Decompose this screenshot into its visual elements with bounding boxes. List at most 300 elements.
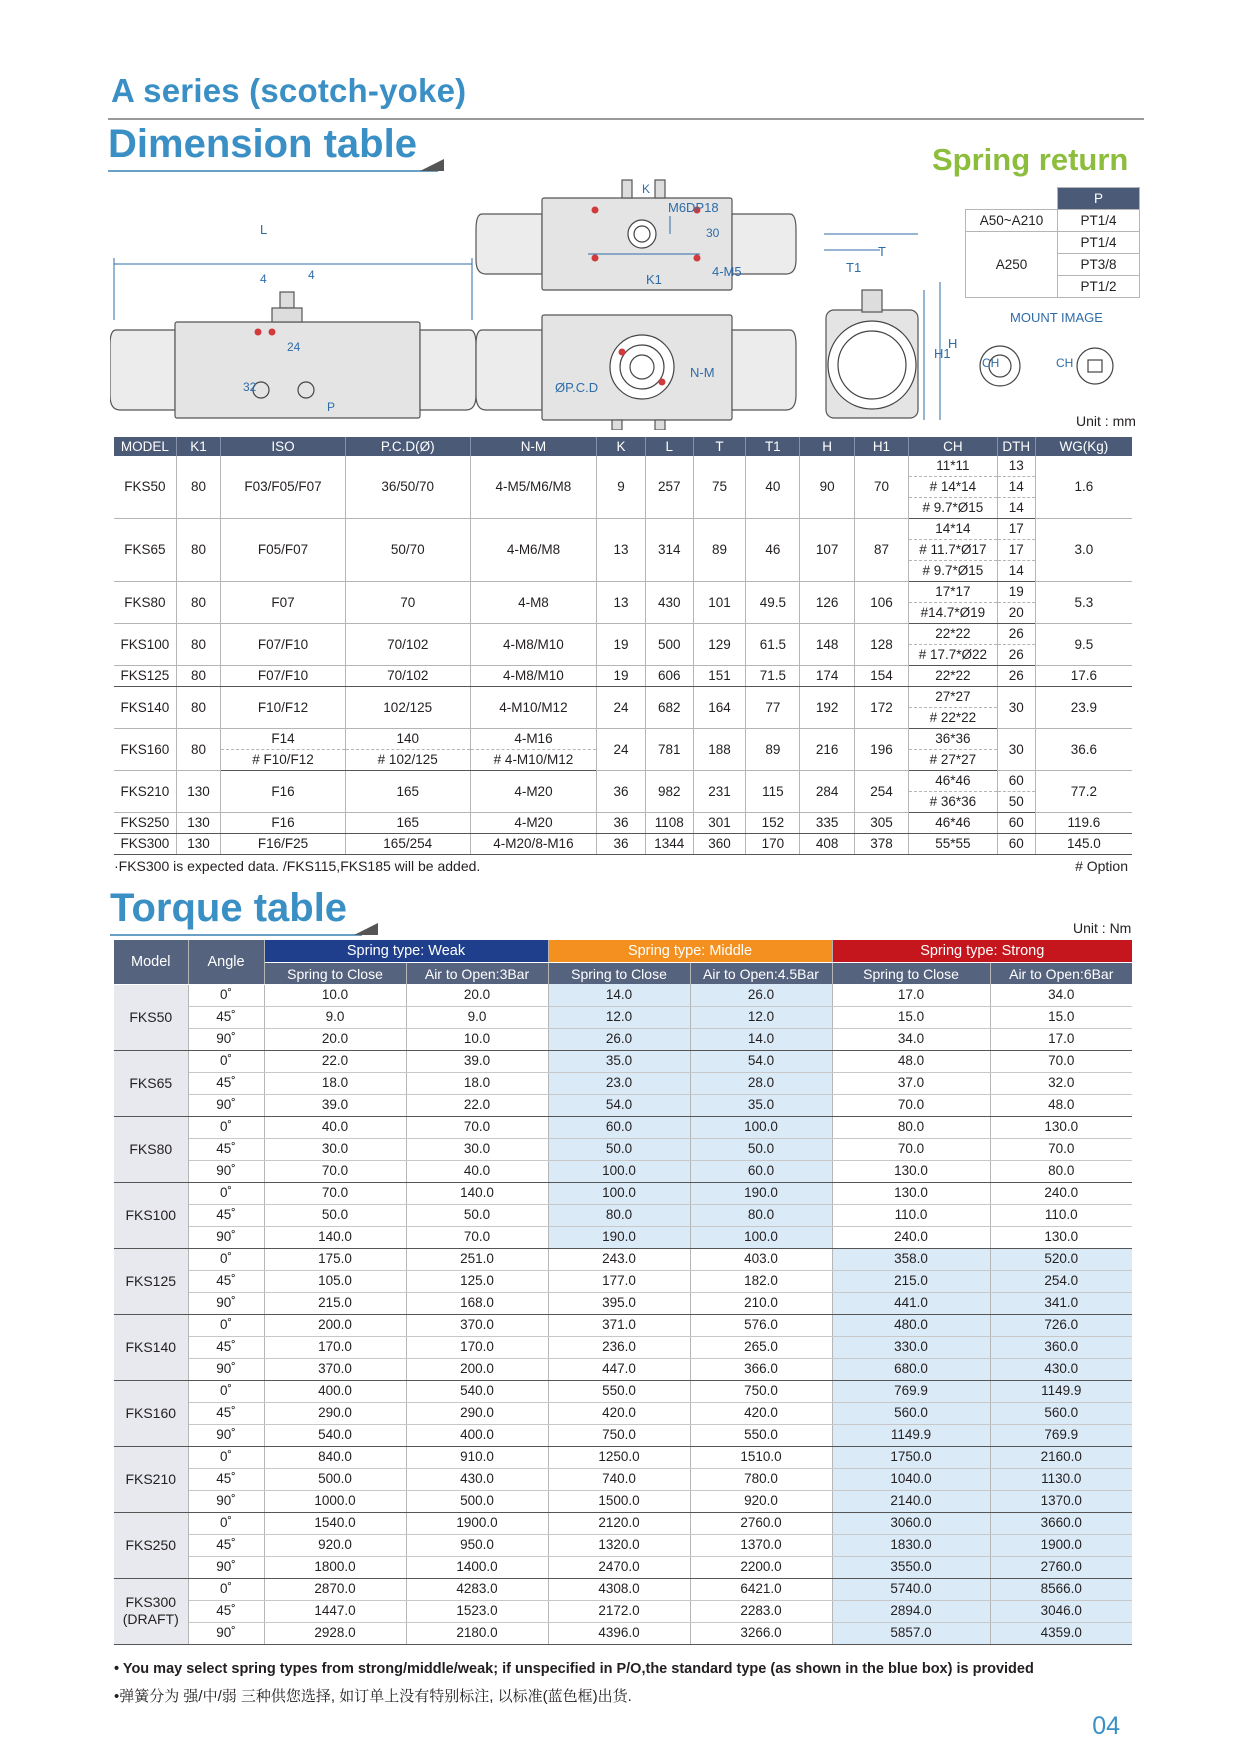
torque-value-cell: 100.0 (690, 1226, 832, 1248)
torque-value-cell: 48.0 (990, 1094, 1132, 1116)
t1-cell: 170 (746, 834, 800, 855)
port-value: PT1/2 (1058, 276, 1140, 298)
torque-sub-header: Spring to Close (548, 963, 690, 985)
torque-row (114, 1050, 1132, 1072)
t-cell: 301 (693, 813, 745, 834)
torque-angle-cell: 45˚ (188, 1600, 264, 1622)
page-number: 04 (1092, 1712, 1120, 1740)
k1-cell: 130 (176, 771, 220, 813)
dth-cell: 26 (997, 666, 1035, 687)
l-cell: 606 (645, 666, 693, 687)
t1-cell: 152 (746, 813, 800, 834)
torque-row (114, 1314, 1132, 1336)
t-cell: 129 (693, 624, 745, 666)
torque-angle-cell: 90˚ (188, 1226, 264, 1248)
torque-value-cell: 190.0 (548, 1226, 690, 1248)
l-cell: 1344 (645, 834, 693, 855)
torque-value-cell: 14.0 (548, 984, 690, 1006)
torque-angle-cell: 0˚ (188, 1380, 264, 1402)
k1-cell: 80 (176, 666, 220, 687)
torque-row (114, 1446, 1132, 1468)
iso-cell: F07 (221, 582, 346, 624)
torque-value-cell: 140.0 (264, 1226, 406, 1248)
iso-cell: F05/F07 (221, 519, 346, 582)
weight-cell: 1.6 (1035, 456, 1132, 519)
ch-cell: # 9.7*Ø15 (909, 498, 998, 519)
dimension-column-header: CH (909, 437, 998, 456)
label-24: 24 (287, 340, 301, 354)
torque-row (114, 1600, 1132, 1622)
top-divider (108, 118, 1144, 120)
l-cell: 257 (645, 456, 693, 519)
weight-cell: 119.6 (1035, 813, 1132, 834)
torque-angle-cell: 0˚ (188, 1446, 264, 1468)
torque-value-cell: 400.0 (264, 1380, 406, 1402)
nm-cell: 4-M16 (470, 729, 597, 750)
h1-cell: 87 (854, 519, 908, 582)
port-table (965, 187, 1140, 298)
t1-cell: 40 (746, 456, 800, 519)
torque-row (114, 1226, 1132, 1248)
torque-value-cell: 10.0 (406, 1028, 548, 1050)
dimension-column-header: DTH (997, 437, 1035, 456)
h1-cell: 70 (854, 456, 908, 519)
label-t: T (878, 244, 886, 259)
dimension-row (114, 456, 1132, 477)
torque-row (114, 1358, 1132, 1380)
torque-value-cell: 140.0 (406, 1182, 548, 1204)
ch-cell: # 17.7*Ø22 (909, 645, 998, 666)
torque-value-cell: 9.0 (264, 1006, 406, 1028)
torque-angle-cell: 90˚ (188, 1556, 264, 1578)
nm-cell: 4-M20 (470, 813, 597, 834)
torque-angle-cell: 45˚ (188, 1270, 264, 1292)
t1-cell: 77 (746, 687, 800, 729)
dimension-title: Dimension table (108, 122, 417, 166)
ch-cell: 55*55 (909, 834, 998, 855)
k-cell: 36 (597, 834, 645, 855)
ch-cell: # 9.7*Ø15 (909, 561, 998, 582)
model-cell: FKS210 (114, 771, 176, 813)
pcd-cell: 165/254 (345, 834, 470, 855)
torque-value-cell: 950.0 (406, 1534, 548, 1556)
nm-cell: 4-M20/8-M16 (470, 834, 597, 855)
torque-unit: Unit : Nm (1073, 920, 1132, 936)
port-header: P (1058, 188, 1140, 210)
torque-value-cell: 70.0 (990, 1138, 1132, 1160)
k-cell: 13 (597, 582, 645, 624)
torque-value-cell: 240.0 (832, 1226, 990, 1248)
torque-value-cell: 1750.0 (832, 1446, 990, 1468)
torque-value-cell: 70.0 (406, 1226, 548, 1248)
torque-value-cell: 70.0 (264, 1182, 406, 1204)
torque-angle-cell: 90˚ (188, 1094, 264, 1116)
torque-value-cell: 910.0 (406, 1446, 548, 1468)
torque-value-cell: 130.0 (990, 1116, 1132, 1138)
nm-cell: 4-M8/M10 (470, 666, 597, 687)
torque-model-cell: FKS300 (DRAFT) (114, 1578, 188, 1644)
dth-cell: 14 (997, 561, 1035, 582)
label-4a: 4 (260, 272, 267, 286)
torque-value-cell: 2120.0 (548, 1512, 690, 1534)
pcd-cell: 70/102 (345, 666, 470, 687)
torque-value-cell: 80.0 (548, 1204, 690, 1226)
torque-value-cell: 430.0 (990, 1358, 1132, 1380)
torque-value-cell: 3060.0 (832, 1512, 990, 1534)
torque-value-cell: 22.0 (264, 1050, 406, 1072)
torque-value-cell: 175.0 (264, 1248, 406, 1270)
h1-cell: 106 (854, 582, 908, 624)
t1-cell: 49.5 (746, 582, 800, 624)
dimension-row (114, 729, 1132, 750)
torque-value-cell: 371.0 (548, 1314, 690, 1336)
dth-cell: 26 (997, 624, 1035, 645)
ch-cell: 14*14 (909, 519, 998, 540)
spring-type-header: Spring type: Strong (832, 940, 1132, 963)
torque-angle-cell: 45˚ (188, 1534, 264, 1556)
model-cell: FKS80 (114, 582, 176, 624)
spring-return-label: Spring return (932, 142, 1129, 177)
pcd-cell: 70/102 (345, 624, 470, 666)
torque-value-cell: 37.0 (832, 1072, 990, 1094)
h1-cell: 254 (854, 771, 908, 813)
spring-type-header: Spring type: Weak (264, 940, 548, 963)
torque-value-cell: 34.0 (832, 1028, 990, 1050)
torque-value-cell: 920.0 (264, 1534, 406, 1556)
model-cell: FKS100 (114, 624, 176, 666)
ch-cell: # 22*22 (909, 708, 998, 729)
iso-cell: F16 (221, 813, 346, 834)
ch-cell: # 27*27 (909, 750, 998, 771)
dimension-column-header: H (800, 437, 854, 456)
iso-cell: F07/F10 (221, 624, 346, 666)
dth-cell: 26 (997, 645, 1035, 666)
dth-cell: 14 (997, 477, 1035, 498)
torque-value-cell: 50.0 (264, 1204, 406, 1226)
dimension-column-header: K (597, 437, 645, 456)
torque-value-cell: 80.0 (832, 1116, 990, 1138)
torque-value-cell: 54.0 (548, 1094, 690, 1116)
label-k: K (642, 182, 651, 196)
torque-value-cell: 2760.0 (690, 1512, 832, 1534)
dimension-row (114, 519, 1132, 540)
torque-value-cell: 1510.0 (690, 1446, 832, 1468)
torque-value-cell: 110.0 (832, 1204, 990, 1226)
iso-cell: F07/F10 (221, 666, 346, 687)
torque-value-cell: 550.0 (690, 1424, 832, 1446)
dth-cell: 19 (997, 582, 1035, 603)
torque-angle-cell: 90˚ (188, 1358, 264, 1380)
dimension-row (114, 813, 1132, 834)
torque-sub-header-row (114, 963, 1132, 985)
weight-cell: 36.6 (1035, 729, 1132, 771)
torque-model-cell: FKS50 (114, 984, 188, 1050)
label-32: 32 (243, 380, 257, 394)
torque-row (114, 1028, 1132, 1050)
torque-sub-header: Spring to Close (832, 963, 990, 985)
torque-value-cell: 370.0 (406, 1314, 548, 1336)
torque-value-cell: 2180.0 (406, 1622, 548, 1644)
torque-value-cell: 290.0 (264, 1402, 406, 1424)
torque-value-cell: 726.0 (990, 1314, 1132, 1336)
pcd-cell: 102/125 (345, 687, 470, 729)
torque-value-cell: 1149.9 (990, 1380, 1132, 1402)
torque-row (114, 1072, 1132, 1094)
torque-angle-cell: 0˚ (188, 1182, 264, 1204)
torque-value-cell: 420.0 (548, 1402, 690, 1424)
torque-value-cell: 360.0 (990, 1336, 1132, 1358)
ch-cell: 11*11 (909, 456, 998, 477)
torque-value-cell: 560.0 (832, 1402, 990, 1424)
ch-cell: # 14*14 (909, 477, 998, 498)
torque-value-cell: 254.0 (990, 1270, 1132, 1292)
model-cell: FKS65 (114, 519, 176, 582)
torque-value-cell: 680.0 (832, 1358, 990, 1380)
model-cell: FKS140 (114, 687, 176, 729)
torque-value-cell: 110.0 (990, 1204, 1132, 1226)
nm-cell: 4-M10/M12 (470, 687, 597, 729)
torque-title: Torque table (110, 886, 348, 930)
ch-cell: 46*46 (909, 813, 998, 834)
torque-value-cell: 2160.0 (990, 1446, 1132, 1468)
torque-value-cell: 3550.0 (832, 1556, 990, 1578)
t-cell: 231 (693, 771, 745, 813)
torque-value-cell: 17.0 (832, 984, 990, 1006)
k1-cell: 80 (176, 582, 220, 624)
torque-value-cell: 540.0 (264, 1424, 406, 1446)
torque-value-cell: 12.0 (548, 1006, 690, 1028)
label-30: 30 (706, 226, 720, 240)
torque-row (114, 1116, 1132, 1138)
weight-cell: 145.0 (1035, 834, 1132, 855)
torque-value-cell: 403.0 (690, 1248, 832, 1270)
torque-value-cell: 35.0 (548, 1050, 690, 1072)
torque-value-cell: 5857.0 (832, 1622, 990, 1644)
dth-cell: 60 (997, 834, 1035, 855)
t1-cell: 71.5 (746, 666, 800, 687)
torque-value-cell: 560.0 (990, 1402, 1132, 1424)
torque-value-cell: 18.0 (406, 1072, 548, 1094)
label-ch-a: CH (982, 356, 1000, 370)
torque-value-cell: 215.0 (832, 1270, 990, 1292)
dimension-column-header: P.C.D(Ø) (345, 437, 470, 456)
nm-cell: 4-M20 (470, 771, 597, 813)
torque-value-cell: 1800.0 (264, 1556, 406, 1578)
torque-table (114, 940, 1132, 1645)
torque-value-cell: 500.0 (406, 1490, 548, 1512)
dimension-table (114, 437, 1132, 855)
model-cell: FKS250 (114, 813, 176, 834)
dimension-row (114, 687, 1132, 708)
dimension-row (114, 834, 1132, 855)
torque-value-cell: 420.0 (690, 1402, 832, 1424)
dimension-column-header: MODEL (114, 437, 176, 456)
dimension-column-header: N-M (470, 437, 597, 456)
h-cell: 126 (800, 582, 854, 624)
spring-type-header: Spring type: Middle (548, 940, 832, 963)
dth-cell: 20 (997, 603, 1035, 624)
torque-value-cell: 170.0 (406, 1336, 548, 1358)
torque-value-cell: 3660.0 (990, 1512, 1132, 1534)
pcd-cell: 165 (345, 813, 470, 834)
torque-row (114, 1006, 1132, 1028)
torque-value-cell: 210.0 (690, 1292, 832, 1314)
torque-value-cell: 100.0 (548, 1160, 690, 1182)
torque-value-cell: 15.0 (832, 1006, 990, 1028)
torque-value-cell: 4308.0 (548, 1578, 690, 1600)
t1-cell: 61.5 (746, 624, 800, 666)
model-cell: FKS50 (114, 456, 176, 519)
torque-row (114, 1490, 1132, 1512)
torque-angle-cell: 45˚ (188, 1006, 264, 1028)
torque-value-cell: 40.0 (406, 1160, 548, 1182)
ch-cell: # 36*36 (909, 792, 998, 813)
torque-value-cell: 1130.0 (990, 1468, 1132, 1490)
torque-value-cell: 20.0 (264, 1028, 406, 1050)
torque-value-cell: 12.0 (690, 1006, 832, 1028)
torque-value-cell: 769.9 (990, 1424, 1132, 1446)
footnote-english: • You may select spring types from strong/middle/weak; if unspecified in P/O,the standard type (as shown in the blue box) is provided (114, 1661, 1034, 1677)
torque-value-cell: 50.0 (548, 1138, 690, 1160)
torque-value-cell: 80.0 (990, 1160, 1132, 1182)
port-value: PT1/4 (1058, 210, 1140, 232)
torque-angle-cell: 0˚ (188, 1512, 264, 1534)
torque-value-cell: 447.0 (548, 1358, 690, 1380)
t-cell: 188 (693, 729, 745, 771)
pcd-cell: 70 (345, 582, 470, 624)
torque-row (114, 1512, 1132, 1534)
dimension-row (114, 771, 1132, 792)
nm-cell: 4-M5/M6/M8 (470, 456, 597, 519)
torque-value-cell: 441.0 (832, 1292, 990, 1314)
torque-value-cell: 1250.0 (548, 1446, 690, 1468)
k-cell: 24 (597, 729, 645, 771)
torque-angle-cell: 90˚ (188, 1424, 264, 1446)
torque-row (114, 1160, 1132, 1182)
h-cell: 335 (800, 813, 854, 834)
k-cell: 24 (597, 687, 645, 729)
nm-cell: 4-M8 (470, 582, 597, 624)
torque-value-cell: 550.0 (548, 1380, 690, 1402)
torque-value-cell: 70.0 (832, 1138, 990, 1160)
torque-angle-cell: 0˚ (188, 984, 264, 1006)
h-cell: 174 (800, 666, 854, 687)
dth-cell: 17 (997, 519, 1035, 540)
torque-sub-header: Air to Open:6Bar (990, 963, 1132, 985)
torque-value-cell: 190.0 (690, 1182, 832, 1204)
torque-sub-header: Air to Open:3Bar (406, 963, 548, 985)
torque-value-cell: 265.0 (690, 1336, 832, 1358)
torque-value-cell: 100.0 (690, 1116, 832, 1138)
t-cell: 101 (693, 582, 745, 624)
weight-cell: 5.3 (1035, 582, 1132, 624)
torque-row (114, 1270, 1132, 1292)
iso-cell: F16 (221, 771, 346, 813)
nm-cell: 4-M6/M8 (470, 519, 597, 582)
torque-value-cell: 15.0 (990, 1006, 1132, 1028)
dth-cell: 30 (997, 729, 1035, 771)
torque-model-cell: FKS65 (114, 1050, 188, 1116)
label-h: H (948, 336, 958, 351)
t-cell: 151 (693, 666, 745, 687)
torque-value-cell: 2894.0 (832, 1600, 990, 1622)
torque-value-cell: 750.0 (548, 1424, 690, 1446)
iso-cell: F10/F12 (221, 687, 346, 729)
torque-value-cell: 130.0 (832, 1182, 990, 1204)
torque-angle-cell: 45˚ (188, 1468, 264, 1490)
h1-cell: 305 (854, 813, 908, 834)
mount-image-label: MOUNT IMAGE (1010, 310, 1103, 325)
torque-value-cell: 70.0 (832, 1094, 990, 1116)
l-cell: 314 (645, 519, 693, 582)
torque-value-cell: 34.0 (990, 984, 1132, 1006)
torque-value-cell: 430.0 (406, 1468, 548, 1490)
weight-cell: 23.9 (1035, 687, 1132, 729)
h1-cell: 128 (854, 624, 908, 666)
torque-value-cell: 1040.0 (832, 1468, 990, 1490)
label-p: P (327, 400, 336, 414)
torque-value-cell: 60.0 (690, 1160, 832, 1182)
l-cell: 1108 (645, 813, 693, 834)
torque-row (114, 1138, 1132, 1160)
torque-value-cell: 1523.0 (406, 1600, 548, 1622)
k-cell: 19 (597, 666, 645, 687)
torque-angle-cell: 45˚ (188, 1336, 264, 1358)
t-cell: 164 (693, 687, 745, 729)
torque-value-cell: 240.0 (990, 1182, 1132, 1204)
label-t1: T1 (846, 260, 862, 275)
torque-value-cell: 18.0 (264, 1072, 406, 1094)
h1-cell: 172 (854, 687, 908, 729)
torque-value-cell: 480.0 (832, 1314, 990, 1336)
angle-column-header: Angle (188, 940, 264, 984)
torque-value-cell: 520.0 (990, 1248, 1132, 1270)
torque-value-cell: 1900.0 (990, 1534, 1132, 1556)
t-cell: 360 (693, 834, 745, 855)
torque-value-cell: 50.0 (406, 1204, 548, 1226)
torque-value-cell: 177.0 (548, 1270, 690, 1292)
torque-value-cell: 2470.0 (548, 1556, 690, 1578)
torque-value-cell: 200.0 (406, 1358, 548, 1380)
torque-value-cell: 370.0 (264, 1358, 406, 1380)
torque-value-cell: 28.0 (690, 1072, 832, 1094)
model-column-header: Model (114, 940, 188, 984)
torque-angle-cell: 90˚ (188, 1160, 264, 1182)
torque-value-cell: 5740.0 (832, 1578, 990, 1600)
label-4m5: 4-M5 (712, 264, 742, 279)
torque-value-cell: 39.0 (264, 1094, 406, 1116)
torque-value-cell: 130.0 (990, 1226, 1132, 1248)
k1-cell: 130 (176, 813, 220, 834)
dimension-row (114, 666, 1132, 687)
torque-angle-cell: 0˚ (188, 1314, 264, 1336)
port-value: PT3/8 (1058, 254, 1140, 276)
dimension-header-row (114, 437, 1132, 456)
torque-value-cell: 1370.0 (690, 1534, 832, 1556)
h1-cell: 154 (854, 666, 908, 687)
h1-cell: 378 (854, 834, 908, 855)
torque-value-cell: 70.0 (990, 1050, 1132, 1072)
torque-angle-cell: 0˚ (188, 1116, 264, 1138)
torque-value-cell: 10.0 (264, 984, 406, 1006)
torque-value-cell: 130.0 (832, 1160, 990, 1182)
dimension-unit: Unit : mm (1076, 413, 1136, 429)
dimension-column-header: WG(Kg) (1035, 437, 1132, 456)
torque-value-cell: 30.0 (264, 1138, 406, 1160)
torque-value-cell: 48.0 (832, 1050, 990, 1072)
torque-row (114, 1556, 1132, 1578)
torque-value-cell: 1447.0 (264, 1600, 406, 1622)
